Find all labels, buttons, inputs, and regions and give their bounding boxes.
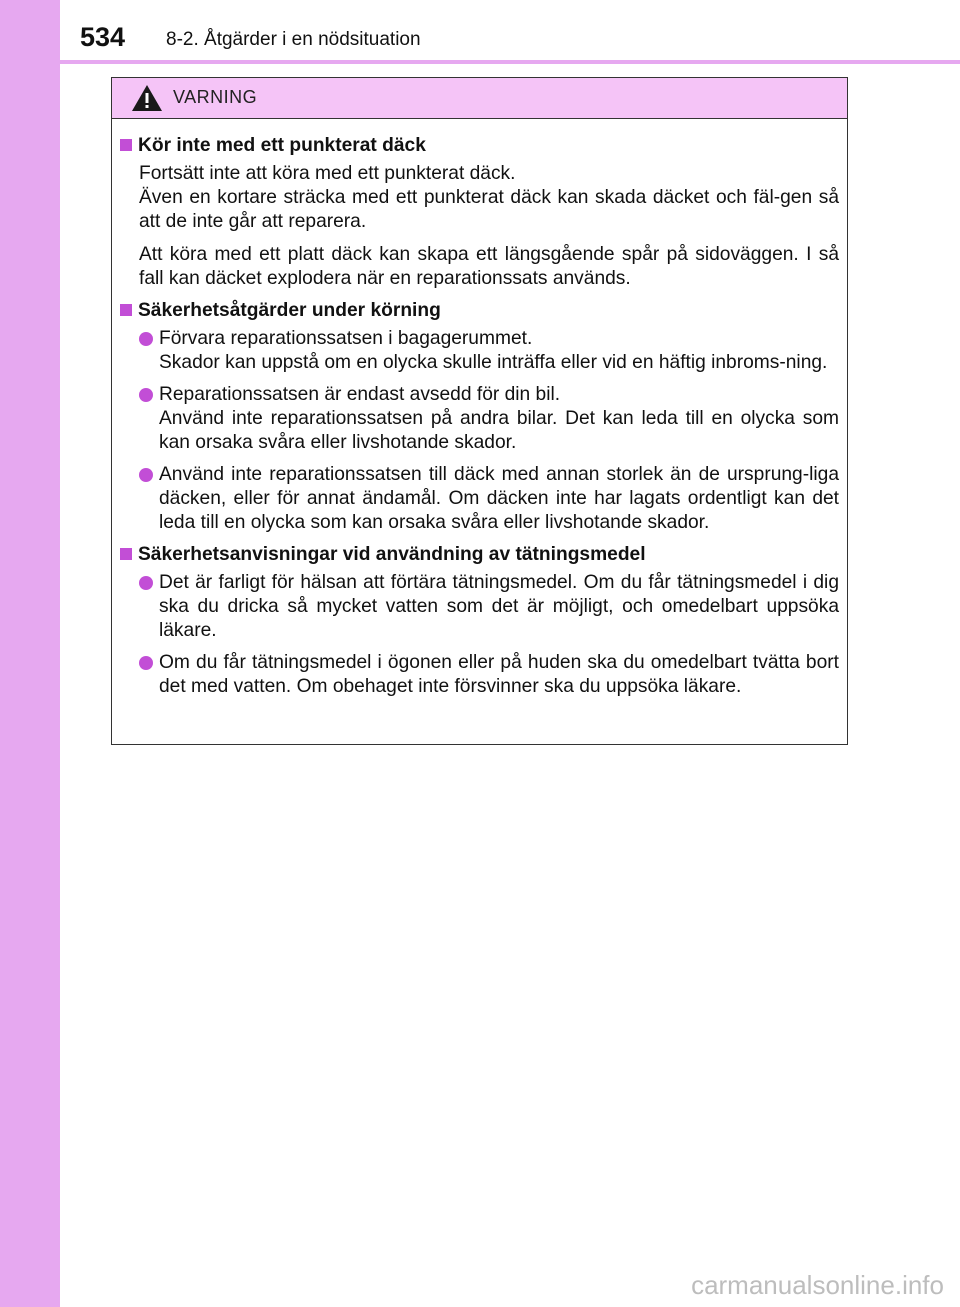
bullet-text bbox=[159, 651, 839, 699]
section-heading-text: Kör inte med ett punkterat däck bbox=[138, 135, 426, 156]
bullet-body: Skador kan uppstå om en olycka skulle inträffa eller vid en häftig inbroms-ning. bbox=[159, 352, 828, 373]
section-heading-text: Säkerhetsanvisningar vid användning av tätningsmedel bbox=[138, 544, 646, 565]
warning-body bbox=[112, 119, 847, 699]
bullet-item bbox=[139, 327, 839, 375]
bullet-item bbox=[139, 383, 839, 455]
bullet-text bbox=[159, 463, 839, 535]
bullet-item bbox=[139, 651, 839, 699]
bullet-item bbox=[139, 571, 839, 643]
round-bullet-icon bbox=[139, 656, 153, 670]
round-bullet-icon bbox=[139, 576, 153, 590]
paragraph bbox=[139, 162, 839, 234]
section-title: 8-2. Åtgärder i en nödsituation bbox=[166, 29, 421, 50]
page-number: 534 bbox=[80, 22, 126, 52]
warning-triangle-icon bbox=[131, 84, 163, 112]
section-heading-text: Säkerhetsåtgärder under körning bbox=[138, 300, 441, 321]
paragraph: Att köra med ett platt däck kan skapa ett längsgående spår på sidoväggen. I så fall kan däcket explodera när en reparationssats används. bbox=[139, 244, 839, 289]
round-bullet-icon bbox=[139, 468, 153, 482]
bullet-text bbox=[159, 383, 839, 455]
square-bullet-icon bbox=[120, 304, 132, 316]
header-rule bbox=[60, 60, 960, 64]
section-heading bbox=[118, 134, 839, 158]
section-heading bbox=[118, 543, 839, 567]
bullet-text bbox=[159, 571, 839, 643]
square-bullet-icon bbox=[120, 548, 132, 560]
paragraph-line: Fortsätt inte att köra med ett punkterat däck. bbox=[139, 163, 516, 184]
bullet-item bbox=[139, 463, 839, 535]
side-color-band bbox=[0, 0, 60, 1307]
round-bullet-icon bbox=[139, 388, 153, 402]
square-bullet-icon bbox=[120, 139, 132, 151]
bullet-body: Om du får tätningsmedel i ögonen eller på huden ska du omedelbart tvätta bort det med vatten. Om obehaget inte försvinner ska du uppsöka läkare. bbox=[159, 652, 839, 697]
bullet-lead: Reparationssatsen är endast avsedd för din bil. bbox=[159, 384, 561, 405]
round-bullet-icon bbox=[139, 332, 153, 346]
bullet-body: Använd inte reparationssatsen på andra bilar. Det kan leda till en olycka som kan orsaka svåra eller livshotande skador. bbox=[159, 408, 839, 453]
warning-box bbox=[111, 77, 848, 745]
footer-watermark: carmanualsonline.info bbox=[691, 1270, 944, 1300]
paragraph-line: Även en kortare sträcka med ett punkterat däck kan skada däcket och fäl-gen så att de inte går att reparera. bbox=[139, 187, 839, 232]
bullet-lead: Förvara reparationssatsen i bagagerummet. bbox=[159, 328, 533, 349]
section-heading bbox=[118, 299, 839, 323]
bullet-body: Använd inte reparationssatsen till däck med annan storlek än de ursprung-liga däcken, eller för annat ändamål. Om däcken inte har lagats ordentligt kan det leda till en olycka som kan orsaka svåra eller livshotande skador. bbox=[159, 464, 839, 533]
warning-header bbox=[112, 78, 847, 119]
bullet-text bbox=[159, 327, 839, 375]
bullet-body: Det är farligt för hälsan att förtära tätningsmedel. Om du får tätningsmedel i dig ska du dricka så mycket vatten som det är möjligt, och omedelbart uppsöka läkare. bbox=[159, 572, 839, 641]
warning-label: VARNING bbox=[173, 87, 258, 107]
